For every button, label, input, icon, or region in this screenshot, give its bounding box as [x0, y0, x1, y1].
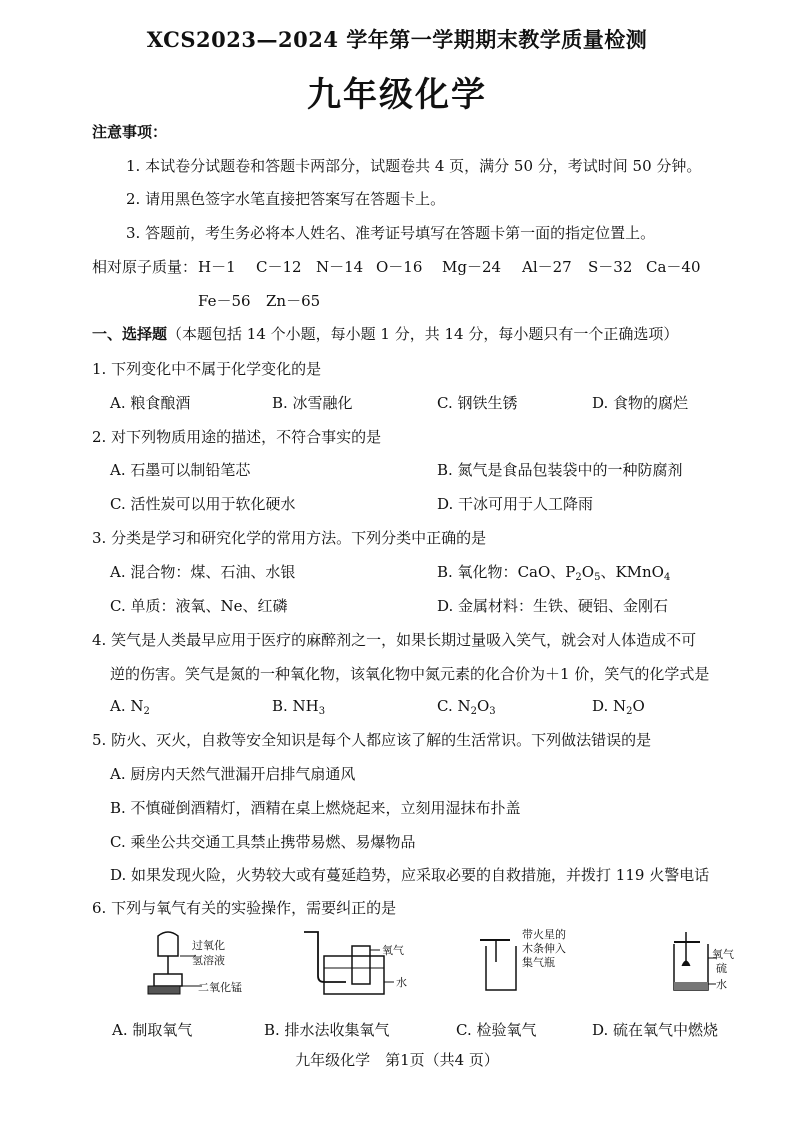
- q4-option-d: [592, 696, 645, 716]
- notes-heading: 注意事项：: [92, 123, 168, 141]
- figure-b-apparatus: [296, 926, 416, 1006]
- q1-option-d: D. 食物的腐烂: [592, 394, 689, 412]
- q4-option-c: [437, 696, 496, 716]
- subject-title: 九年级化学: [307, 75, 487, 115]
- fig-a-label: 二氧化锰: [198, 981, 242, 994]
- fig-d-label: 硫: [716, 962, 727, 975]
- q2-option-c: C. 活性炭可以用于软化硬水: [110, 495, 296, 513]
- q3-formula-part: 、KMnO: [600, 563, 664, 581]
- fig-b-label: 氧气: [382, 944, 404, 957]
- atomic-mass-item: Al－27: [522, 258, 572, 276]
- q3-formula-part: O: [581, 563, 595, 581]
- fig-b-label: 水: [396, 976, 407, 989]
- q3-option-b: [437, 562, 670, 582]
- figure-a-apparatus: [140, 926, 260, 1006]
- note-2: 2. 请用黑色签字水笔直接把答案写在答题卡上。: [126, 190, 446, 208]
- q4c-text: C. N: [437, 697, 471, 715]
- q5-option-a: A. 厨房内天然气泄漏开启排气扇通风: [110, 765, 356, 783]
- fig-a-label: 过氧化: [192, 939, 225, 952]
- q6-option-d: D. 硫在氧气中燃烧: [592, 1021, 719, 1039]
- q3-option-a: A. 混合物：煤、石油、水银: [110, 563, 296, 581]
- q4a-sub: 2: [143, 706, 150, 717]
- q3-formula-sub: 2: [575, 572, 582, 583]
- q6-option-b: B. 排水法收集氧气: [264, 1021, 390, 1039]
- q2-option-d: D. 干冰可用于人工降雨: [437, 495, 594, 513]
- note-1: 1. 本试卷分试题卷和答题卡两部分，试题卷共 4 页，满分 50 分，考试时间 50 分钟。: [126, 157, 702, 175]
- page-footer: 九年级化学 第1页（共4 页）: [295, 1051, 499, 1069]
- atomic-mass-item: Fe－56: [198, 292, 251, 310]
- question-6-stem: 6. 下列与氧气有关的实验操作，需要纠正的是: [92, 899, 397, 917]
- q3-option-d: D. 金属材料：生铁、硬铝、金刚石: [437, 597, 669, 615]
- atomic-mass-item: Mg－24: [442, 258, 502, 276]
- q4-option-a: [110, 696, 150, 716]
- q2-option-b: B. 氮气是食品包装袋中的一种防腐剂: [437, 461, 683, 479]
- question-3-stem: 3. 分类是学习和研究化学的常用方法。下列分类中正确的是: [92, 529, 487, 547]
- section-title: 一、选择题: [92, 325, 168, 343]
- q4c-sub: 2: [470, 706, 477, 717]
- question-5-stem: 5. 防火、灭火，自救等安全知识是每个人都应该了解的生活常识。下列做法错误的是: [92, 731, 652, 749]
- atomic-mass-item: Zn－65: [266, 292, 321, 310]
- q3-option-c: C. 单质：液氧、Ne、红磷: [110, 597, 288, 615]
- q3-formula-part: CaO、P: [517, 563, 576, 581]
- q4b-text: B. NH: [272, 697, 319, 715]
- atomic-mass-item: Ca－40: [646, 258, 701, 276]
- atomic-mass-item: S－32: [588, 258, 633, 276]
- q4b-sub: 3: [318, 706, 326, 717]
- q6-option-a: A. 制取氧气: [112, 1021, 193, 1039]
- q4d-text: O: [632, 697, 645, 715]
- fig-c-label: 带火星的: [522, 928, 566, 941]
- q2-option-a: A. 石墨可以制铅笔芯: [110, 461, 251, 479]
- q4c-sub: 3: [489, 706, 496, 717]
- section-desc: （本题包括 14 个小题，每小题 1 分，共 14 分，每小题只有一个正确选项）: [167, 325, 679, 343]
- q1-option-b: B. 冰雪融化: [272, 394, 353, 412]
- q4-option-b: [272, 696, 325, 716]
- fig-c-label: 木条伸入: [522, 942, 566, 955]
- q4d-sub: 2: [626, 706, 633, 717]
- question-2-stem: 2. 对下列物质用途的描述，不符合事实的是: [92, 428, 382, 446]
- q4c-text: O: [476, 697, 490, 715]
- question-4-stem-line-2: 逆的伤害。笑气是氮的一种氧化物，该氧化物中氮元素的化合价为＋1 价，笑气的化学式是: [110, 665, 710, 683]
- q1-option-a: A. 粮食酿酒: [110, 394, 191, 412]
- q3-formula-sub: 4: [663, 572, 671, 583]
- q5-option-d: D. 如果发现火险，火势较大或有蔓延趋势，应采取必要的自救措施，并拨打 119 火警电话: [110, 866, 710, 884]
- fig-d-label: 氧气: [712, 948, 734, 961]
- q5-option-c: C. 乘坐公共交通工具禁止携带易燃、易爆物品: [110, 833, 416, 851]
- atomic-mass-item: O－16: [376, 258, 423, 276]
- atomic-mass-item: H－1: [198, 258, 236, 276]
- note-3: 3. 答题前，考生务必将本人姓名、准考证号填写在答题卡第一面的指定位置上。: [126, 224, 656, 242]
- q3-formula-sub: 5: [594, 572, 601, 583]
- q6-option-c: C. 检验氧气: [456, 1021, 537, 1039]
- figure-d-apparatus: [660, 926, 760, 1006]
- fig-d-label: 水: [716, 978, 727, 991]
- fig-c-label: 集气瓶: [522, 956, 555, 969]
- question-1-stem: 1. 下列变化中不属于化学变化的是: [92, 360, 322, 378]
- q1-option-c: C. 钢铁生锈: [437, 394, 518, 412]
- q5-option-b: B. 不慎碰倒酒精灯，酒精在桌上燃烧起来，立刻用湿抹布扑盖: [110, 799, 521, 817]
- figure-c-apparatus: [466, 926, 566, 1006]
- atomic-mass-item: C－12: [256, 258, 302, 276]
- atomic-mass-item: N－14: [316, 258, 364, 276]
- q4d-text: D. N: [592, 697, 627, 715]
- q4a-text: A. N: [110, 697, 144, 715]
- q3-option-b-label: B. 氧化物：: [437, 563, 518, 581]
- section-heading: [92, 324, 678, 344]
- fig-a-label: 氢溶液: [192, 954, 225, 967]
- question-4-stem-line-1: 4. 笑气是人类最早应用于医疗的麻醉剂之一，如果长期过量吸入笑气，就会对人体造成不可: [92, 631, 697, 649]
- exam-title: XCS2023—2024 学年第一学期期末教学质量检测: [146, 27, 648, 52]
- atomic-mass-label: 相对原子质量：: [92, 258, 198, 276]
